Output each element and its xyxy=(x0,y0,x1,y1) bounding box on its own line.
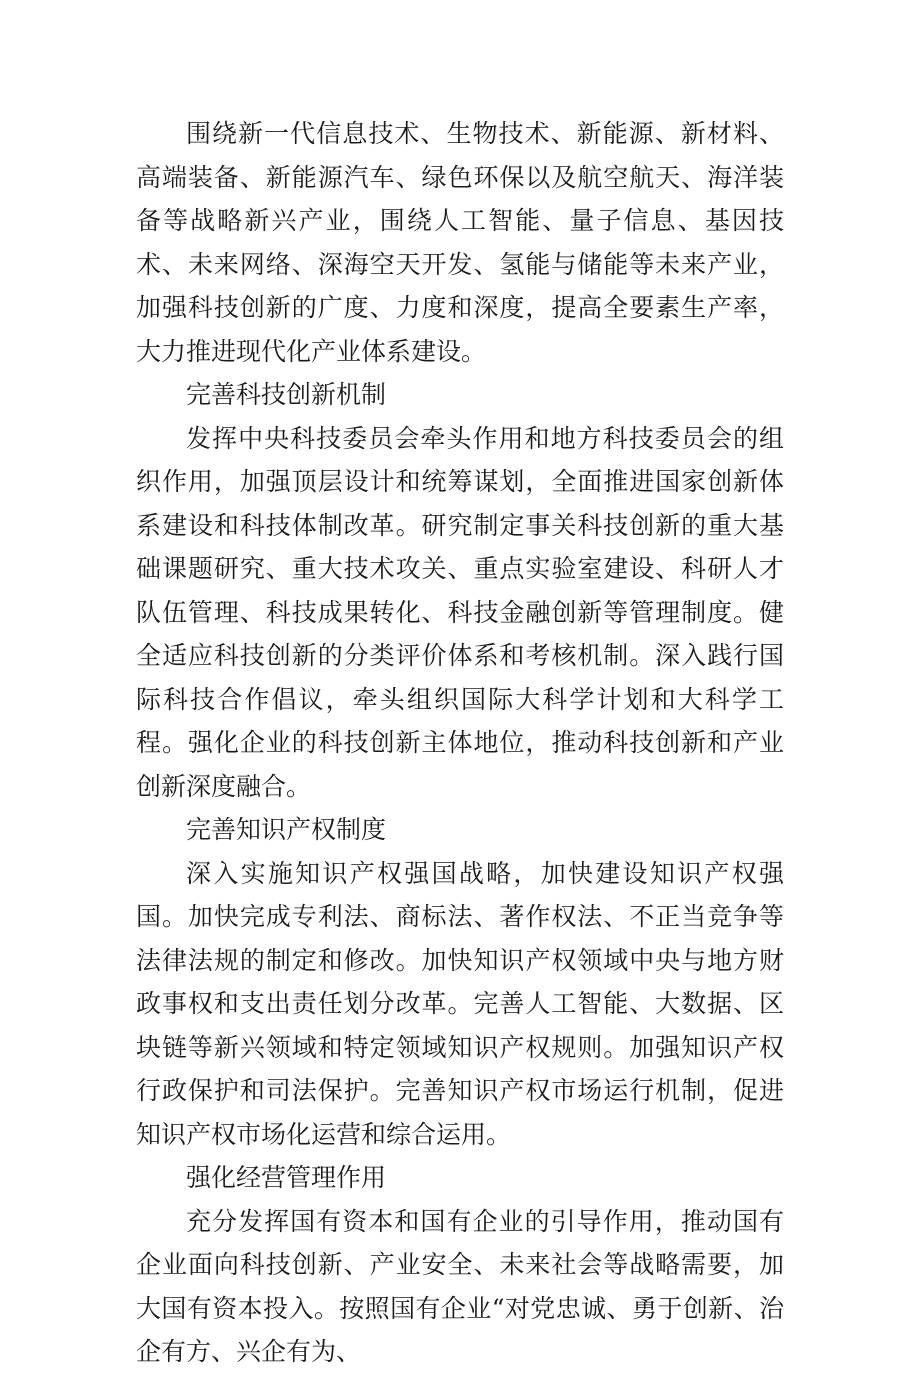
intro-paragraph: 围绕新一代信息技术、生物技术、新能源、新材料、高端装备、新能源汽车、绿色环保以及航空航天、海洋装备等战略新兴产业，围绕人工智能、量子信息、基因技术、未来网络、深海空天开发、氢能与储能等未来产业，加强科技创新的广度、力度和深度，提高全要素生产率，大力推进现代化产业体系建设。 xyxy=(136,119,784,366)
section-body-management-role: 充分发挥国有资本和国有企业的引导作用，推动国有企业面向科技创新、产业安全、未来社会等战略需要，加大国有资本投入。按照国有企业“对党忠诚、勇于创新、治企有方、兴企有为、 xyxy=(136,1206,784,1366)
document-body xyxy=(136,112,784,1374)
section-body-ip-system: 深入实施知识产权强国战略，加快建设知识产权强国。加快完成专利法、商标法、著作权法、不正当竞争等法律法规的制定和修改。加快知识产权领域中央与地方财政事权和支出责任划分改革。完善人工智能、大数据、区块链等新兴领域和特定领域知识产权规则。加强知识产权行政保护和司法保护。完善知识产权市场运行机制，促进知识产权市场化运营和综合运用。 xyxy=(136,858,784,1149)
section-body-innovation-mechanism: 发挥中央科技委员会牵头作用和地方科技委员会的组织作用，加强顶层设计和统筹谋划，全面推进国家创新体系建设和科技体制改革。研究制定事关科技创新的重大基础课题研究、重大技术攻关、重点实验室建设、科研人才队伍管理、科技成果转化、科技金融创新等管理制度。健全适应科技创新的分类评价体系和考核机制。深入践行国际科技合作倡议，牵头组织国际大科学计划和大科学工程。强化企业的科技创新主体地位，推动科技创新和产业创新深度融合。 xyxy=(136,423,784,801)
section-heading-management-role: 强化经营管理作用 xyxy=(186,1163,387,1192)
section-heading-innovation-mechanism: 完善科技创新机制 xyxy=(186,380,387,409)
section-heading-ip-system: 完善知识产权制度 xyxy=(186,815,387,844)
